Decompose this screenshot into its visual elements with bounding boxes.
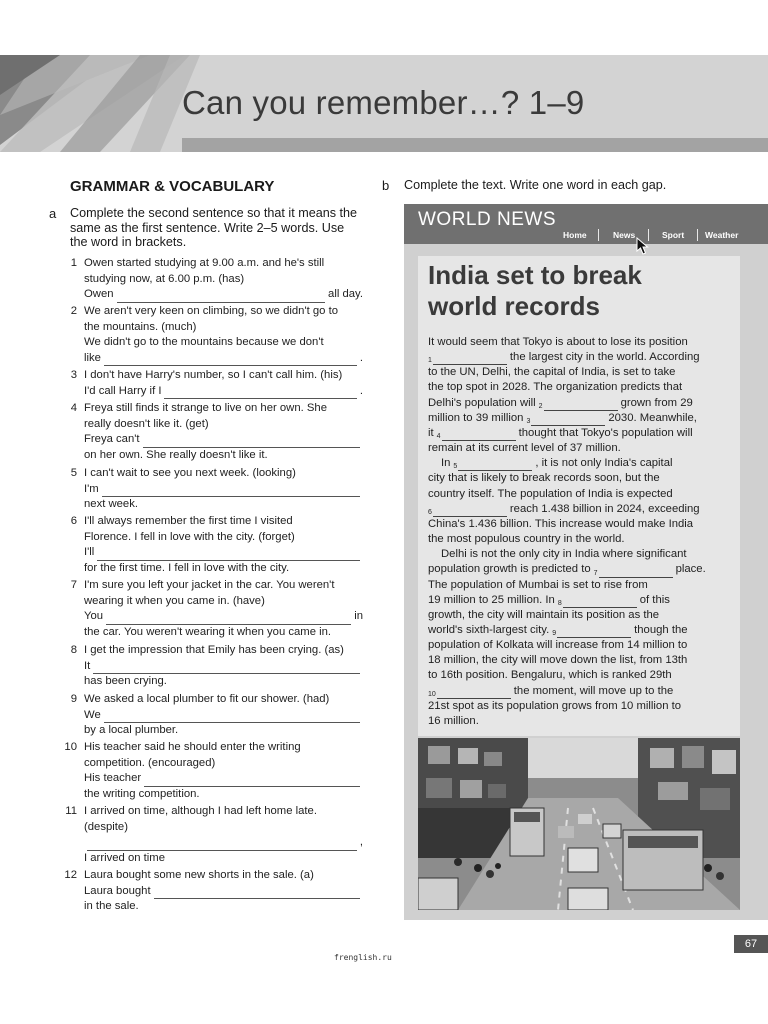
- page-title: Can you remember…? 1–9: [182, 84, 585, 121]
- article-line: Delhi's population will $^2$ grown from 29: [428, 396, 693, 410]
- article-text-segment: though the: [634, 623, 688, 636]
- gap-blank[interactable]: [433, 353, 507, 365]
- article-text-segment: the most populous country in the world.: [428, 533, 625, 546]
- exercise-2: [63, 304, 363, 366]
- article-text-segment: country itself. The population of India is expected: [428, 487, 673, 500]
- exercise-prompt: competition. (encouraged): [84, 756, 216, 769]
- exercise-number: 3: [70, 369, 77, 381]
- article-text-segment: population growth is predicted to: [428, 563, 591, 576]
- article-line: [428, 365, 732, 380]
- exercise-prompt: Florence. I fell in love with the city. (forget): [84, 530, 295, 543]
- headline-line: India set to break: [428, 260, 642, 290]
- exercise-number: 5: [70, 467, 77, 479]
- nav-sport[interactable]: Sport: [662, 230, 685, 240]
- answer-tail: I arrived on time: [84, 851, 165, 864]
- article-line: [428, 487, 732, 502]
- answer-tail: all day.: [328, 288, 363, 300]
- answer-tail: the car. You weren't wearing it when you came in.: [84, 625, 332, 638]
- answer-blank[interactable]: [97, 549, 360, 561]
- article-line: population growth is predicted to $^7$ place.: [428, 563, 706, 577]
- exercise-number: 8: [70, 644, 77, 656]
- article-text-segment: the top spot in 2028. The organization predicts that: [428, 381, 683, 394]
- gap-blank[interactable]: [458, 459, 532, 471]
- article-line: [428, 335, 732, 350]
- article-line: [428, 441, 732, 456]
- answer-tail: by a local plumber.: [84, 724, 179, 736]
- article-text-segment: It would seem that Tokyo is about to lose its position: [428, 336, 688, 348]
- answer-lead: You: [84, 610, 104, 622]
- article-text-segment: , it is not only India's capital: [535, 457, 673, 470]
- answer-tail: for the first time. I fell in love with the city.: [84, 561, 290, 574]
- nav-home[interactable]: Home: [563, 230, 587, 240]
- answer-blank[interactable]: [144, 775, 360, 787]
- nav-news[interactable]: News: [613, 230, 636, 240]
- street-scene-photo: [418, 738, 740, 910]
- answer-lead: I'd call Harry if I: [84, 384, 162, 397]
- answer-tail: .: [359, 384, 363, 397]
- article-text-segment: 2030. Meanwhile,: [608, 411, 697, 424]
- article-line: $^{10}$ the moment, will move up to the: [428, 684, 674, 698]
- page-number: 67: [734, 935, 768, 953]
- article-text-segment: 19 million to 25 million. In: [428, 593, 555, 606]
- answer-lead: Laura bought: [84, 884, 151, 897]
- article-text-segment: population of Kolkata will increase from 14 million to: [428, 639, 688, 652]
- headline-line: world records: [428, 291, 600, 321]
- article-text-segment: the moment, will move up to the: [513, 684, 674, 697]
- answer-tail: next week.: [84, 498, 139, 510]
- exercise-prompt: We asked a local plumber to fit our shower. (had): [84, 693, 330, 705]
- exercise-prompt: Owen started studying at 9.00 a.m. and he's still: [84, 257, 325, 269]
- exercise-7: [63, 578, 363, 640]
- section-heading: GRAMMAR & VOCABULARY: [70, 178, 275, 195]
- article-headline: [428, 260, 738, 322]
- article-text-segment: to the UN, Delhi, the capital of India, is set to take: [428, 366, 676, 379]
- exercise-number: 1: [70, 257, 77, 269]
- article-text-segment: 21st spot as its population grows from 10 million to: [428, 699, 682, 712]
- article-line: $^6$ reach 1.438 billion in 2024, exceeding: [428, 502, 700, 516]
- article-text-segment: to 16th position. Bengaluru, which is ranked 29th: [428, 669, 672, 682]
- article-text-segment: 18 million, the city will move down the list, from 13th: [428, 654, 688, 667]
- article-line: million to 39 million $^3$ 2030. Meanwhile,: [428, 411, 697, 425]
- exercise-8: [63, 643, 363, 690]
- answer-lead: I'll: [84, 546, 95, 558]
- exercise-number: 7: [70, 579, 77, 591]
- answer-lead: We: [84, 708, 101, 721]
- answer-blank[interactable]: [117, 291, 326, 303]
- answer-blank[interactable]: [104, 354, 357, 366]
- answer-blank[interactable]: [106, 613, 351, 625]
- article-line: In $^5$ , it is not only India's capital: [441, 457, 673, 471]
- exercise-number: 10: [64, 741, 77, 753]
- article-text-segment: 16 million.: [428, 714, 479, 727]
- exercise-number: 12: [64, 869, 77, 881]
- exercise-9: [63, 692, 363, 739]
- nav-separator: [598, 229, 599, 241]
- answer-lead: like: [84, 351, 101, 364]
- answer-tail: has been crying.: [84, 675, 167, 687]
- article-text-segment: world's sixth-largest city.: [428, 623, 550, 636]
- article-text-segment: of this: [639, 593, 670, 606]
- answer-lead: Freya can't: [84, 433, 140, 445]
- exercise-prompt: I arrived on time, although I had left home late.: [84, 805, 317, 817]
- exercise-3: [63, 368, 363, 399]
- exercise-12: [63, 868, 363, 915]
- exercise-number: 6: [70, 515, 77, 527]
- answer-tail: in the sale.: [84, 900, 139, 912]
- exercise-number: 11: [65, 805, 77, 817]
- answer-lead: His teacher: [84, 772, 142, 784]
- exercise-prompt: I get the impression that Emily has been crying. (as): [84, 644, 344, 656]
- article-text-segment: growth, the city will maintain its position as the: [428, 608, 660, 621]
- article-line: [428, 714, 732, 729]
- answer-tail: on her own. She really doesn't like it.: [84, 448, 268, 461]
- exercise-10: [63, 740, 363, 802]
- article-line: [428, 517, 732, 532]
- answer-blank[interactable]: [164, 387, 356, 399]
- exercise-prompt: Freya still finds it strange to live on her own. She: [84, 402, 327, 414]
- article-line: [428, 547, 732, 562]
- article-text-segment: place.: [675, 563, 706, 576]
- exercise-number: 4: [70, 402, 77, 414]
- exercise-prompt: I don't have Harry's number, so I can't call him. (his): [84, 369, 343, 381]
- exercise-prompt: Laura bought some new shorts in the sale. (a): [84, 869, 314, 881]
- exercise-prompt: I'll always remember the first time I visited: [84, 515, 293, 527]
- gap-blank[interactable]: [442, 429, 516, 441]
- article-text-segment: grown from 29: [620, 396, 693, 409]
- article-text-segment: reach 1.438 billion in 2024, exceeding: [509, 502, 700, 515]
- world-news-title: WORLD NEWS: [418, 209, 556, 230]
- watermark: frenglish.ru: [334, 953, 392, 962]
- exercise-number: 2: [70, 305, 77, 317]
- article-text-segment: The population of Mumbai is set to rise from: [428, 578, 648, 591]
- gap-blank[interactable]: [544, 399, 618, 411]
- answer-tail: in: [354, 610, 363, 622]
- article-line: [428, 578, 732, 593]
- task-b-letter: b: [382, 178, 390, 193]
- article-line: [428, 532, 732, 547]
- gap-blank[interactable]: [437, 687, 511, 699]
- article-line: [428, 471, 732, 486]
- exercise-prompt: His teacher said he should enter the writing: [84, 741, 301, 753]
- answer-lead: It: [84, 659, 91, 672]
- header-fan-graphic: [0, 55, 200, 152]
- exercise-prompt: really doesn't like it. (get): [84, 417, 209, 430]
- exercise-prompt: I can't wait to see you next week. (looking): [84, 467, 296, 479]
- exercise-prompt: wearing it when you came in. (have): [84, 594, 265, 607]
- answer-tail: the writing competition.: [84, 787, 200, 800]
- article-text-segment: Delhi's population will: [428, 396, 536, 409]
- exercise-prompt: studying now, at 6.00 p.m. (has): [84, 272, 245, 285]
- exercise-prompt: I'm sure you left your jacket in the car. You weren't: [84, 579, 335, 591]
- task-b-instruction: Complete the text. Write one word in each gap.: [404, 178, 667, 192]
- gap-blank[interactable]: [563, 596, 637, 608]
- answer-lead: We didn't go to the mountains because we don't: [84, 336, 324, 348]
- article-line: [428, 638, 732, 653]
- article-text: [428, 335, 732, 729]
- exercise-number: 9: [70, 693, 77, 705]
- article-text-segment: In: [441, 457, 451, 470]
- title-rule: [182, 138, 768, 152]
- exercise-4: [63, 401, 363, 463]
- article-line: world's sixth-largest city. $^9$ though the: [428, 623, 688, 638]
- answer-tail: ,: [359, 836, 363, 848]
- exercise-prompt: (despite): [84, 820, 128, 833]
- article-line: 19 million to 25 million. In $^8$ of this: [428, 593, 670, 607]
- article-line: $^1$ the largest city in the world. According: [428, 351, 700, 365]
- article-line: [428, 668, 732, 683]
- article-line: [428, 699, 732, 714]
- article-text-segment: it: [428, 426, 434, 439]
- article-text-segment: city that is likely to break records soon, but the: [428, 472, 660, 485]
- article-line: [428, 380, 732, 395]
- task-a-letter: a: [49, 206, 57, 221]
- article-text-segment: million to 39 million: [428, 411, 524, 424]
- gap-blank[interactable]: [531, 414, 605, 426]
- article-text-segment: remain at its current level of 37 million.: [428, 442, 621, 455]
- answer-blank[interactable]: [102, 485, 360, 497]
- nav-weather[interactable]: Weather: [705, 230, 739, 240]
- exercise-prompt: the mountains. (much): [84, 320, 197, 333]
- answer-blank[interactable]: [93, 662, 360, 674]
- answer-blank[interactable]: [154, 887, 360, 899]
- exercise-1: [63, 256, 363, 303]
- article-text-segment: thought that Tokyo's population will: [518, 426, 693, 439]
- answer-blank[interactable]: [87, 839, 357, 851]
- nav-separator: [697, 229, 698, 241]
- article-line: [428, 653, 732, 668]
- gap-blank[interactable]: [599, 566, 673, 578]
- answer-tail: .: [359, 351, 363, 364]
- answer-blank[interactable]: [104, 711, 360, 723]
- article-line: it $^4$ thought that Tokyo's population will: [428, 426, 693, 441]
- exercise-6: [63, 514, 363, 576]
- answer-lead: Owen: [84, 288, 114, 300]
- exercise-prompt: We aren't very keen on climbing, so we didn't go to: [84, 305, 339, 317]
- article-text-segment: Delhi is not the only city in India where significant: [441, 548, 687, 561]
- exercise-5: [63, 466, 363, 513]
- article-text-segment: the largest city in the world. According: [509, 351, 700, 364]
- answer-lead: I'm: [84, 482, 99, 495]
- task-a-instruction: Complete the second sentence so that it means the same as the first sentence. Write 2–5 words. Use the word in brackets.: [70, 206, 358, 249]
- gap-blank[interactable]: [433, 505, 507, 517]
- exercise-11: [63, 804, 363, 866]
- answer-blank[interactable]: [143, 436, 360, 448]
- gap-blank[interactable]: [557, 626, 631, 638]
- article-text-segment: China's 1.436 billion. This increase would make India: [428, 517, 694, 530]
- article-line: [428, 608, 732, 623]
- mouse-cursor-icon: [636, 237, 650, 255]
